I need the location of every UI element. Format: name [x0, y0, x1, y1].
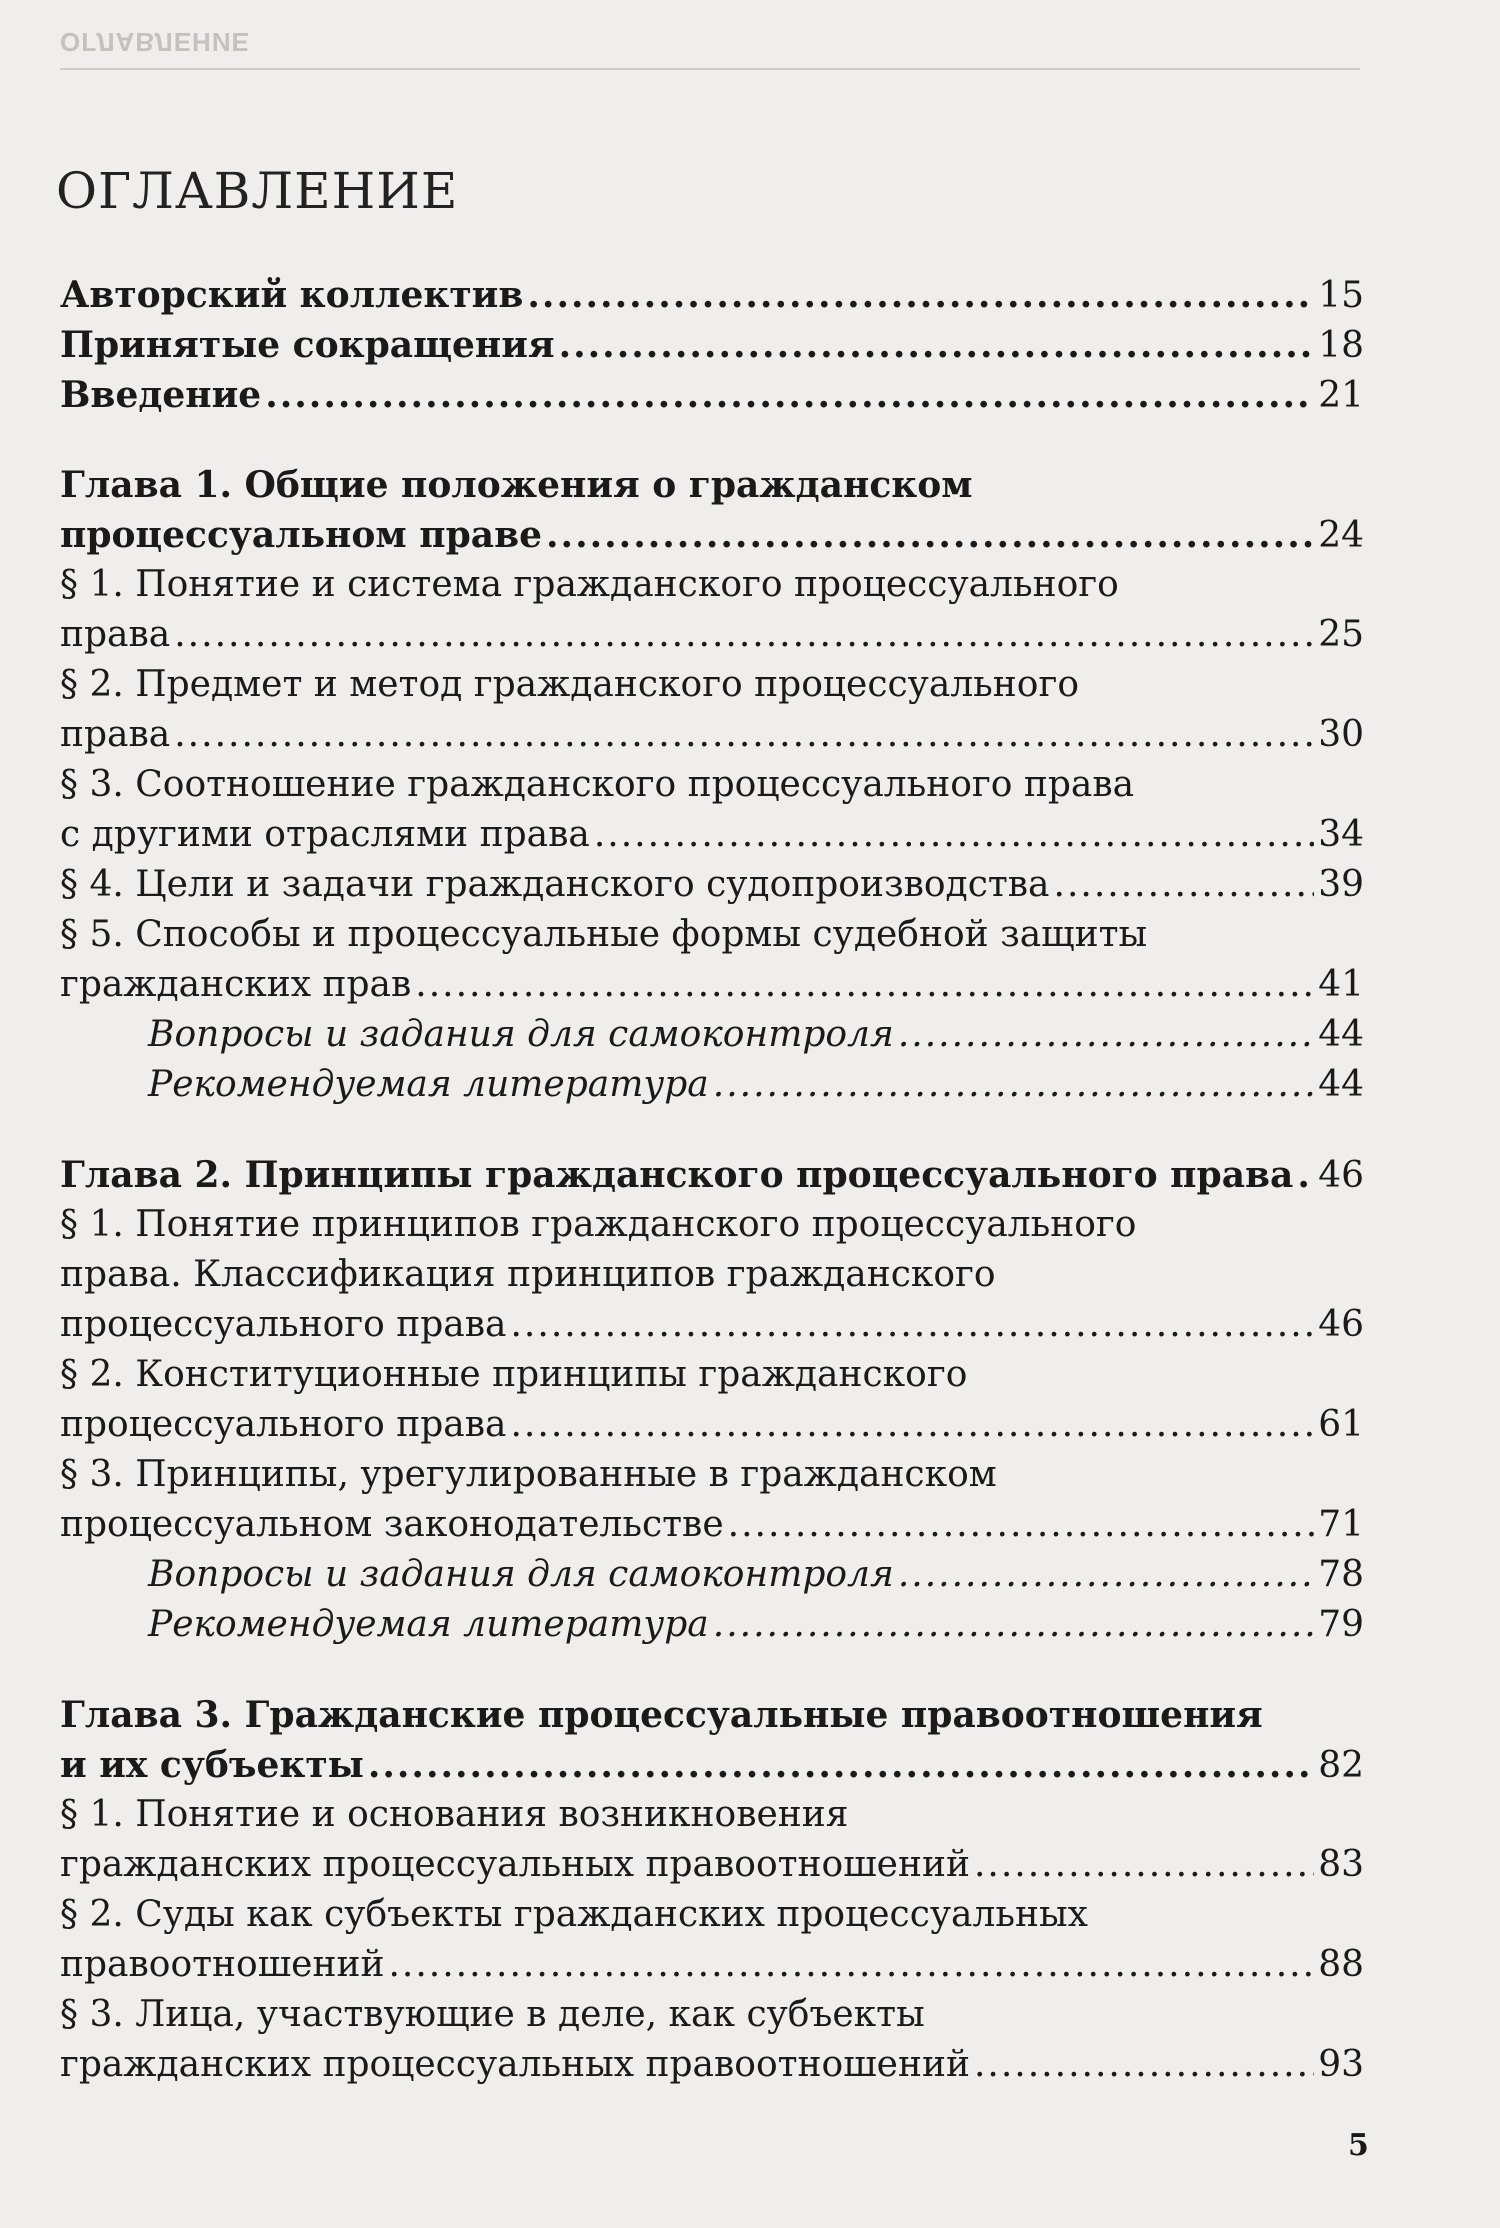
toc-page-number: 82 [1318, 1745, 1364, 1786]
toc-entry-text: § 2. Суды как субъекты гражданских процессуальных [60, 1894, 1088, 1935]
toc-entry-text: права. Классификация принципов гражданского [60, 1254, 996, 1295]
toc-entry-text: Авторский коллектив [60, 274, 524, 316]
dot-leader [559, 320, 1315, 370]
dot-leader [898, 1550, 1314, 1600]
dot-leader [974, 1840, 1314, 1890]
toc-entry [60, 1150, 1364, 1201]
toc-entry-text: Глава 1. Общие положения о гражданском [60, 464, 973, 506]
toc-page-number: 79 [1318, 1604, 1364, 1645]
toc-entry-text: процессуального права [60, 1404, 507, 1445]
toc-page-number: 46 [1318, 1155, 1364, 1196]
dot-leader [728, 1500, 1315, 1550]
toc-entry-text: процессуальном законодательстве [60, 1504, 724, 1545]
toc-entry [60, 1990, 1364, 2090]
page-number: 5 [1348, 2128, 1369, 2163]
dot-leader [713, 1060, 1314, 1110]
toc-page-number: 39 [1318, 864, 1364, 905]
toc-entry-text: § 1. Понятие принципов гражданского процессуального [60, 1204, 1137, 1245]
dot-leader [388, 1940, 1314, 1990]
toc-entry-text: § 1. Понятие и система гражданского процессуального [60, 564, 1119, 605]
toc-entry [60, 1600, 1364, 1650]
dot-leader [713, 1600, 1314, 1650]
toc-entry [60, 1790, 1364, 1890]
toc-entry [60, 910, 1364, 1010]
toc-entry [60, 370, 1364, 421]
dot-leader [510, 1300, 1314, 1350]
toc-entry-text: Введение [60, 374, 262, 416]
dot-leader [368, 1740, 1314, 1790]
toc-page-number: 24 [1318, 515, 1364, 556]
dot-leader [1054, 860, 1315, 910]
toc-entry [60, 560, 1364, 660]
toc-entry-text: Рекомендуемая литература [148, 1064, 709, 1105]
toc-entry-text: и их субъекты [60, 1744, 364, 1786]
toc-entry-text: процессуального права [60, 1304, 507, 1345]
toc-entry-text: гражданских прав [60, 964, 412, 1005]
toc-entry [60, 1890, 1364, 1990]
dot-leader [174, 610, 1314, 660]
header-divider [60, 68, 1360, 70]
toc-page-number: 83 [1318, 1844, 1364, 1885]
toc-page-number: 93 [1318, 2044, 1364, 2085]
toc-entry-text: § 3. Принципы, урегулированные в гражданском [60, 1454, 997, 1495]
toc-entry-text: Принятые сокращения [60, 324, 555, 366]
toc-entry-text: права [60, 714, 171, 755]
toc-entry [60, 460, 1364, 561]
dot-leader [265, 370, 1314, 420]
toc-page-number: 30 [1318, 714, 1364, 755]
dot-leader [974, 2040, 1314, 2090]
toc-entry-text: Глава 3. Гражданские процессуальные правоотношения [60, 1694, 1263, 1736]
toc-entry-text: § 2. Предмет и метод гражданского процессуального [60, 664, 1079, 705]
toc-page-number: 21 [1318, 375, 1364, 416]
toc-page-number: 44 [1318, 1014, 1364, 1055]
toc-entry-text: права [60, 614, 171, 655]
toc-entry [60, 320, 1364, 371]
toc-entry [60, 1350, 1364, 1450]
toc-page-number: 34 [1318, 814, 1364, 855]
toc-entry-text: процессуальном праве [60, 514, 542, 556]
toc-page-number: 18 [1318, 325, 1364, 366]
toc-entry [60, 860, 1364, 910]
toc-page-number: 88 [1318, 1944, 1364, 1985]
dot-leader [174, 710, 1314, 760]
toc-page-number: 71 [1318, 1504, 1364, 1545]
toc-entry [60, 1010, 1364, 1060]
toc-entry-text: Вопросы и задания для самоконтроля [148, 1014, 894, 1055]
toc-entry-text: правоотношений [60, 1944, 385, 1985]
toc-entry [60, 760, 1364, 860]
toc-entry-text: § 4. Цели и задачи гражданского судопроизводства [60, 864, 1050, 905]
toc-page-number: 78 [1318, 1554, 1364, 1595]
toc-entry-text: Рекомендуемая литература [148, 1604, 709, 1645]
toc-entry-text: § 3. Соотношение гражданского процессуального права [60, 764, 1135, 805]
toc-page-number: 44 [1318, 1064, 1364, 1105]
toc-entry-text: гражданских процессуальных правоотношений [60, 2044, 970, 2085]
toc-entry [60, 660, 1364, 760]
toc-title: ОГЛАВЛЕНИЕ [56, 161, 459, 220]
toc-entry-text: Вопросы и задания для самоконтроля [148, 1554, 894, 1595]
dot-leader [527, 270, 1314, 320]
toc-entry [60, 1450, 1364, 1550]
toc-entry [60, 1690, 1364, 1791]
dot-leader [1297, 1150, 1314, 1200]
toc-entry-text: § 5. Способы и процессуальные формы судебной защиты [60, 914, 1148, 955]
toc-entry [60, 1200, 1364, 1350]
dot-leader [594, 810, 1314, 860]
toc-page-number: 25 [1318, 614, 1364, 655]
toc-page-number: 46 [1318, 1304, 1364, 1345]
toc-entry-text: § 2. Конституционные принципы гражданского [60, 1354, 968, 1395]
toc-entry-text: § 3. Лица, участвующие в деле, как субъекты [60, 1994, 925, 2035]
toc-page-number: 15 [1318, 275, 1364, 316]
toc-entry [60, 270, 1364, 321]
toc-page-number: 41 [1318, 964, 1364, 1005]
toc-entry-text: с другими отраслями права [60, 814, 590, 855]
dot-leader [415, 960, 1314, 1010]
toc-page-number: 61 [1318, 1404, 1364, 1445]
dot-leader [898, 1010, 1314, 1060]
toc-entry-text: § 1. Понятие и основания возникновения [60, 1794, 849, 1835]
dot-leader [546, 510, 1314, 560]
toc-entry-text: Глава 2. Принципы гражданского процессуального права [60, 1154, 1294, 1196]
running-head: ОГЛАВЛЕНИЕ [60, 27, 250, 57]
toc-entry-text: гражданских процессуальных правоотношений [60, 1844, 970, 1885]
toc-entry [60, 1550, 1364, 1600]
toc-entry [60, 1060, 1364, 1110]
dot-leader [510, 1400, 1314, 1450]
